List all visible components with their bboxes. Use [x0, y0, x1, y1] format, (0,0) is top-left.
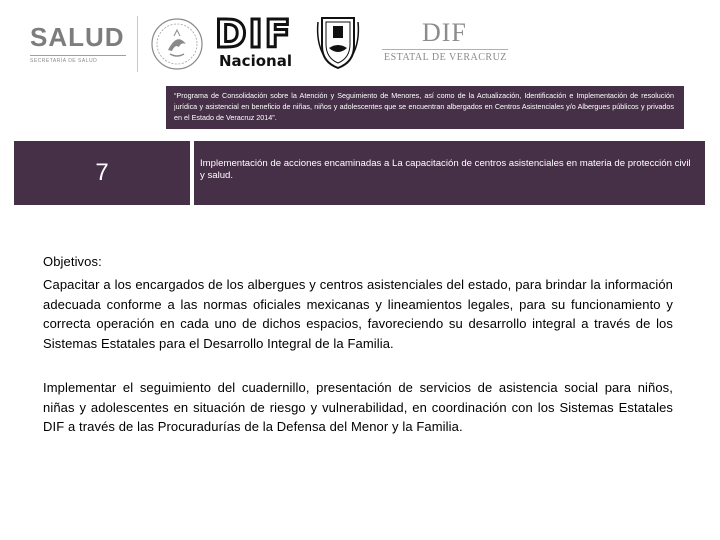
- dif-veracruz-logo: [382, 18, 512, 68]
- mexico-coat-of-arms-icon: [150, 14, 204, 74]
- objectives-heading: Objetivos:: [43, 254, 102, 269]
- salud-logo-word: SALUD: [30, 22, 125, 52]
- dif-nacional-logo-word: DIF: [215, 12, 293, 56]
- salud-logo: [18, 22, 126, 66]
- veracruz-coat-of-arms-icon: [314, 12, 362, 72]
- objective-paragraph-1: Capacitar a los encargados de los albergues y centros asistenciales del estado, para brindar la información adecuada conforme a las normas oficiales mexicanas y lineamientos legales, para su funcionamiento y correcta operación en cada uno de dichos espacios, favoreciendo su desarrollo integral a través de los Sistemas Estatales para el Desarrollo Integral de la Familia.: [43, 277, 673, 351]
- dif-veracruz-logo-subtitle: ESTATAL DE VERACRUZ: [384, 52, 507, 63]
- action-number: 7: [95, 159, 109, 186]
- program-title: “Programa de Consolidación sobre la Atención y Seguimiento de Menores, así como de la Actualización, Identificación e Implementación de resolución jurídica y asistencial en beneficio de niñas, niños y adolescentes que se encuentran albergados en Centros Asistenciales y/o Albergues públicos y privados en el Estado de Veracruz 2014”.: [174, 91, 674, 122]
- action-description-box: [194, 141, 705, 205]
- objective-paragraph-2: Implementar el seguimiento del cuadernillo, presentación de servicios de asistencia social para niños, niñas y adolescentes en situación de riesgo y vulnerabilidad, en coordinación con los Sistemas Estatales DIF a través de las Procuradurías de la Defensa del Menor y la Familia.: [43, 380, 673, 434]
- salud-logo-subtitle: SECRETARÍA DE SALUD: [30, 58, 98, 64]
- logo-divider: [137, 16, 138, 72]
- action-number-box: [14, 141, 192, 205]
- dif-nacional-logo-subtitle: Nacional: [219, 52, 292, 70]
- program-banner: [166, 86, 684, 129]
- dif-veracruz-logo-rule: [382, 49, 508, 50]
- action-description: Implementación de acciones encaminadas a La capacitación de centros asistenciales en materia de protección civil y salud.: [200, 158, 691, 181]
- dif-veracruz-logo-word: DIF: [422, 18, 467, 47]
- salud-logo-rule: [30, 55, 126, 56]
- dif-nacional-logo: [213, 14, 301, 70]
